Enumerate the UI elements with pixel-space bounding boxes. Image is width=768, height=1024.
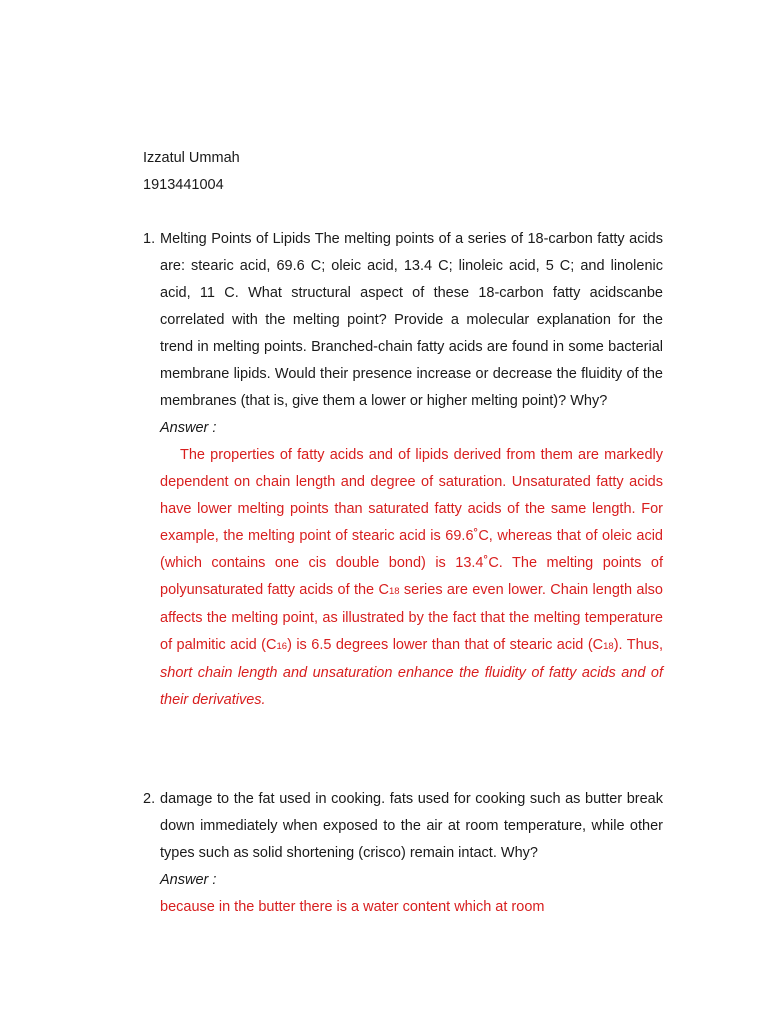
question-1 (143, 226, 663, 714)
question-number: 2. (143, 791, 156, 807)
question-body (160, 226, 663, 714)
answer-text: because in the butter there is a water content which at room (160, 899, 545, 915)
question-2 (143, 786, 663, 921)
author-name: Izzatul Ummah (143, 150, 240, 166)
question-body (160, 786, 663, 921)
subscript: 16 (276, 641, 288, 652)
author-block (143, 145, 240, 199)
answer-text-part: ). Thus, (613, 637, 664, 653)
question-text: damage to the fat used in cooking. fats used for cooking such as butter break down immediately when exposed to the air at room temperature, while other types such as solid shortening (crisco) remain intact. Why? (160, 791, 663, 861)
answer-text-part: ) is 6.5 degrees lower than that of stearic acid (C (287, 637, 604, 653)
subscript: 18 (388, 586, 400, 597)
question-text: Melting Points of Lipids The melting points of a series of 18-carbon fatty acids are: stearic acid, 69.6 C; oleic acid, 13.4 C; linoleic acid, 5 C; and linolenic acid, 11 C. What structural aspect of these 18-carbon fatty acidscanbe correlated with the melting point? Provide a molecular explanation for the trend in melting points. Branched-chain fatty acids are found in some bacterial membrane lipids. Would their presence increase or decrease the fluidity of the membranes (that is, give them a lower or higher melting point)? Why? (160, 231, 663, 409)
answer-emphasis: short chain length and unsaturation enhance the fluidity of fatty acids and of their derivatives. (160, 665, 663, 708)
subscript: 18 (603, 641, 614, 652)
answer-label: Answer : (160, 872, 217, 888)
question-number: 1. (143, 231, 156, 247)
answer-text (160, 442, 663, 714)
answer-text-part: series are even lower. Chain length also affects the melting point, as illustrated by the fact that the melting temperature of palmitic acid (C (160, 582, 663, 653)
answer-text-part: The properties of fatty acids and of lipids derived from them are markedly dependent on chain length and degree of saturation. Unsaturated fatty acids have lower melting points than saturated fatty acids of the same length. For example, the melting point of stearic acid is 69.6˚C, whereas that of oleic acid (which contains one cis double bond) is 13.4˚C. The melting points of polyunsaturated fatty acids of the C (160, 447, 663, 598)
answer-label: Answer : (160, 420, 217, 436)
author-id: 1913441004 (143, 177, 224, 193)
